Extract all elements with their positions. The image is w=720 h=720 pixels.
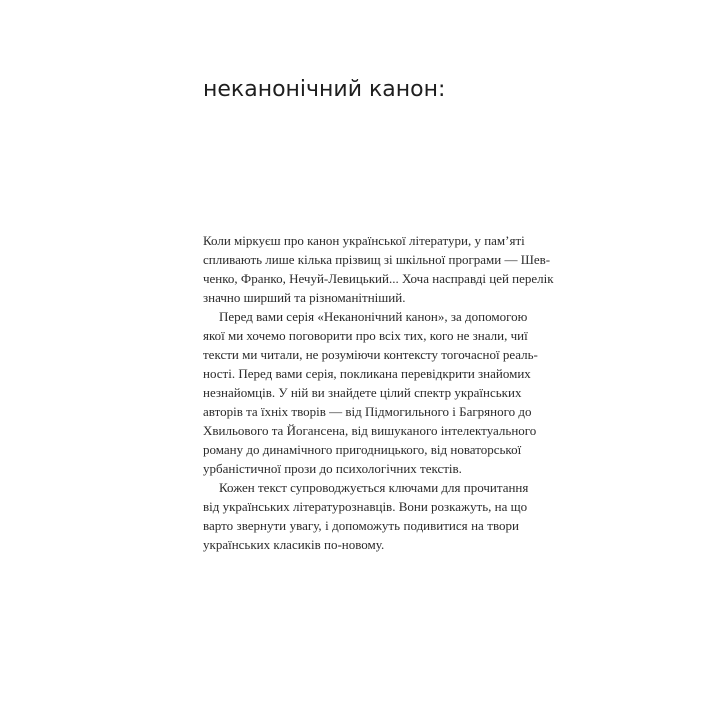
- paragraph-2: [203, 307, 538, 478]
- text-line: від українських літературознавців. Вони розкажуть, на що: [203, 499, 528, 514]
- paragraph-3: [203, 478, 529, 554]
- text-line: ченко, Франко, Нечуй-Левицький... Хоча насправді цей перелік: [203, 271, 554, 286]
- text-line: урбаністичної прози до психологічних текстів.: [203, 461, 462, 476]
- paragraph-1: [203, 231, 554, 307]
- page-heading: неканонічний канон:: [203, 77, 446, 102]
- body-text: [203, 231, 554, 554]
- text-line: Коли міркуєш про канон української літератури, у пам’яті: [203, 233, 525, 248]
- text-line: Перед вами серія «Неканонічний канон», за допомогою: [219, 309, 528, 324]
- text-line: якої ми хочемо поговорити про всіх тих, кого не знали, чиї: [203, 328, 528, 343]
- text-line: спливають лише кілька прізвищ зі шкільної програми — Шев-: [203, 252, 551, 267]
- text-line: тексти ми читали, не розуміючи контексту тогочасної реаль-: [203, 347, 538, 362]
- text-line: варто звернути увагу, і допоможуть подивитися на твори: [203, 518, 519, 533]
- text-line: незнайомців. У ній ви знайдете цілий спектр українських: [203, 385, 522, 400]
- text-line: українських класиків по-новому.: [203, 537, 385, 552]
- text-line: роману до динамічного пригодницького, від новаторської: [203, 442, 522, 457]
- text-line: Хвильового та Йогансена, від вишуканого інтелектуального: [203, 423, 537, 438]
- text-line: значно ширший та різноманітніший.: [203, 290, 406, 305]
- text-line: Кожен текст супроводжується ключами для прочитання: [219, 480, 529, 495]
- text-line: авторів та їхніх творів — від Підмогильного і Багряного до: [203, 404, 532, 419]
- text-line: ності. Перед вами серія, покликана перевідкрити знайомих: [203, 366, 531, 381]
